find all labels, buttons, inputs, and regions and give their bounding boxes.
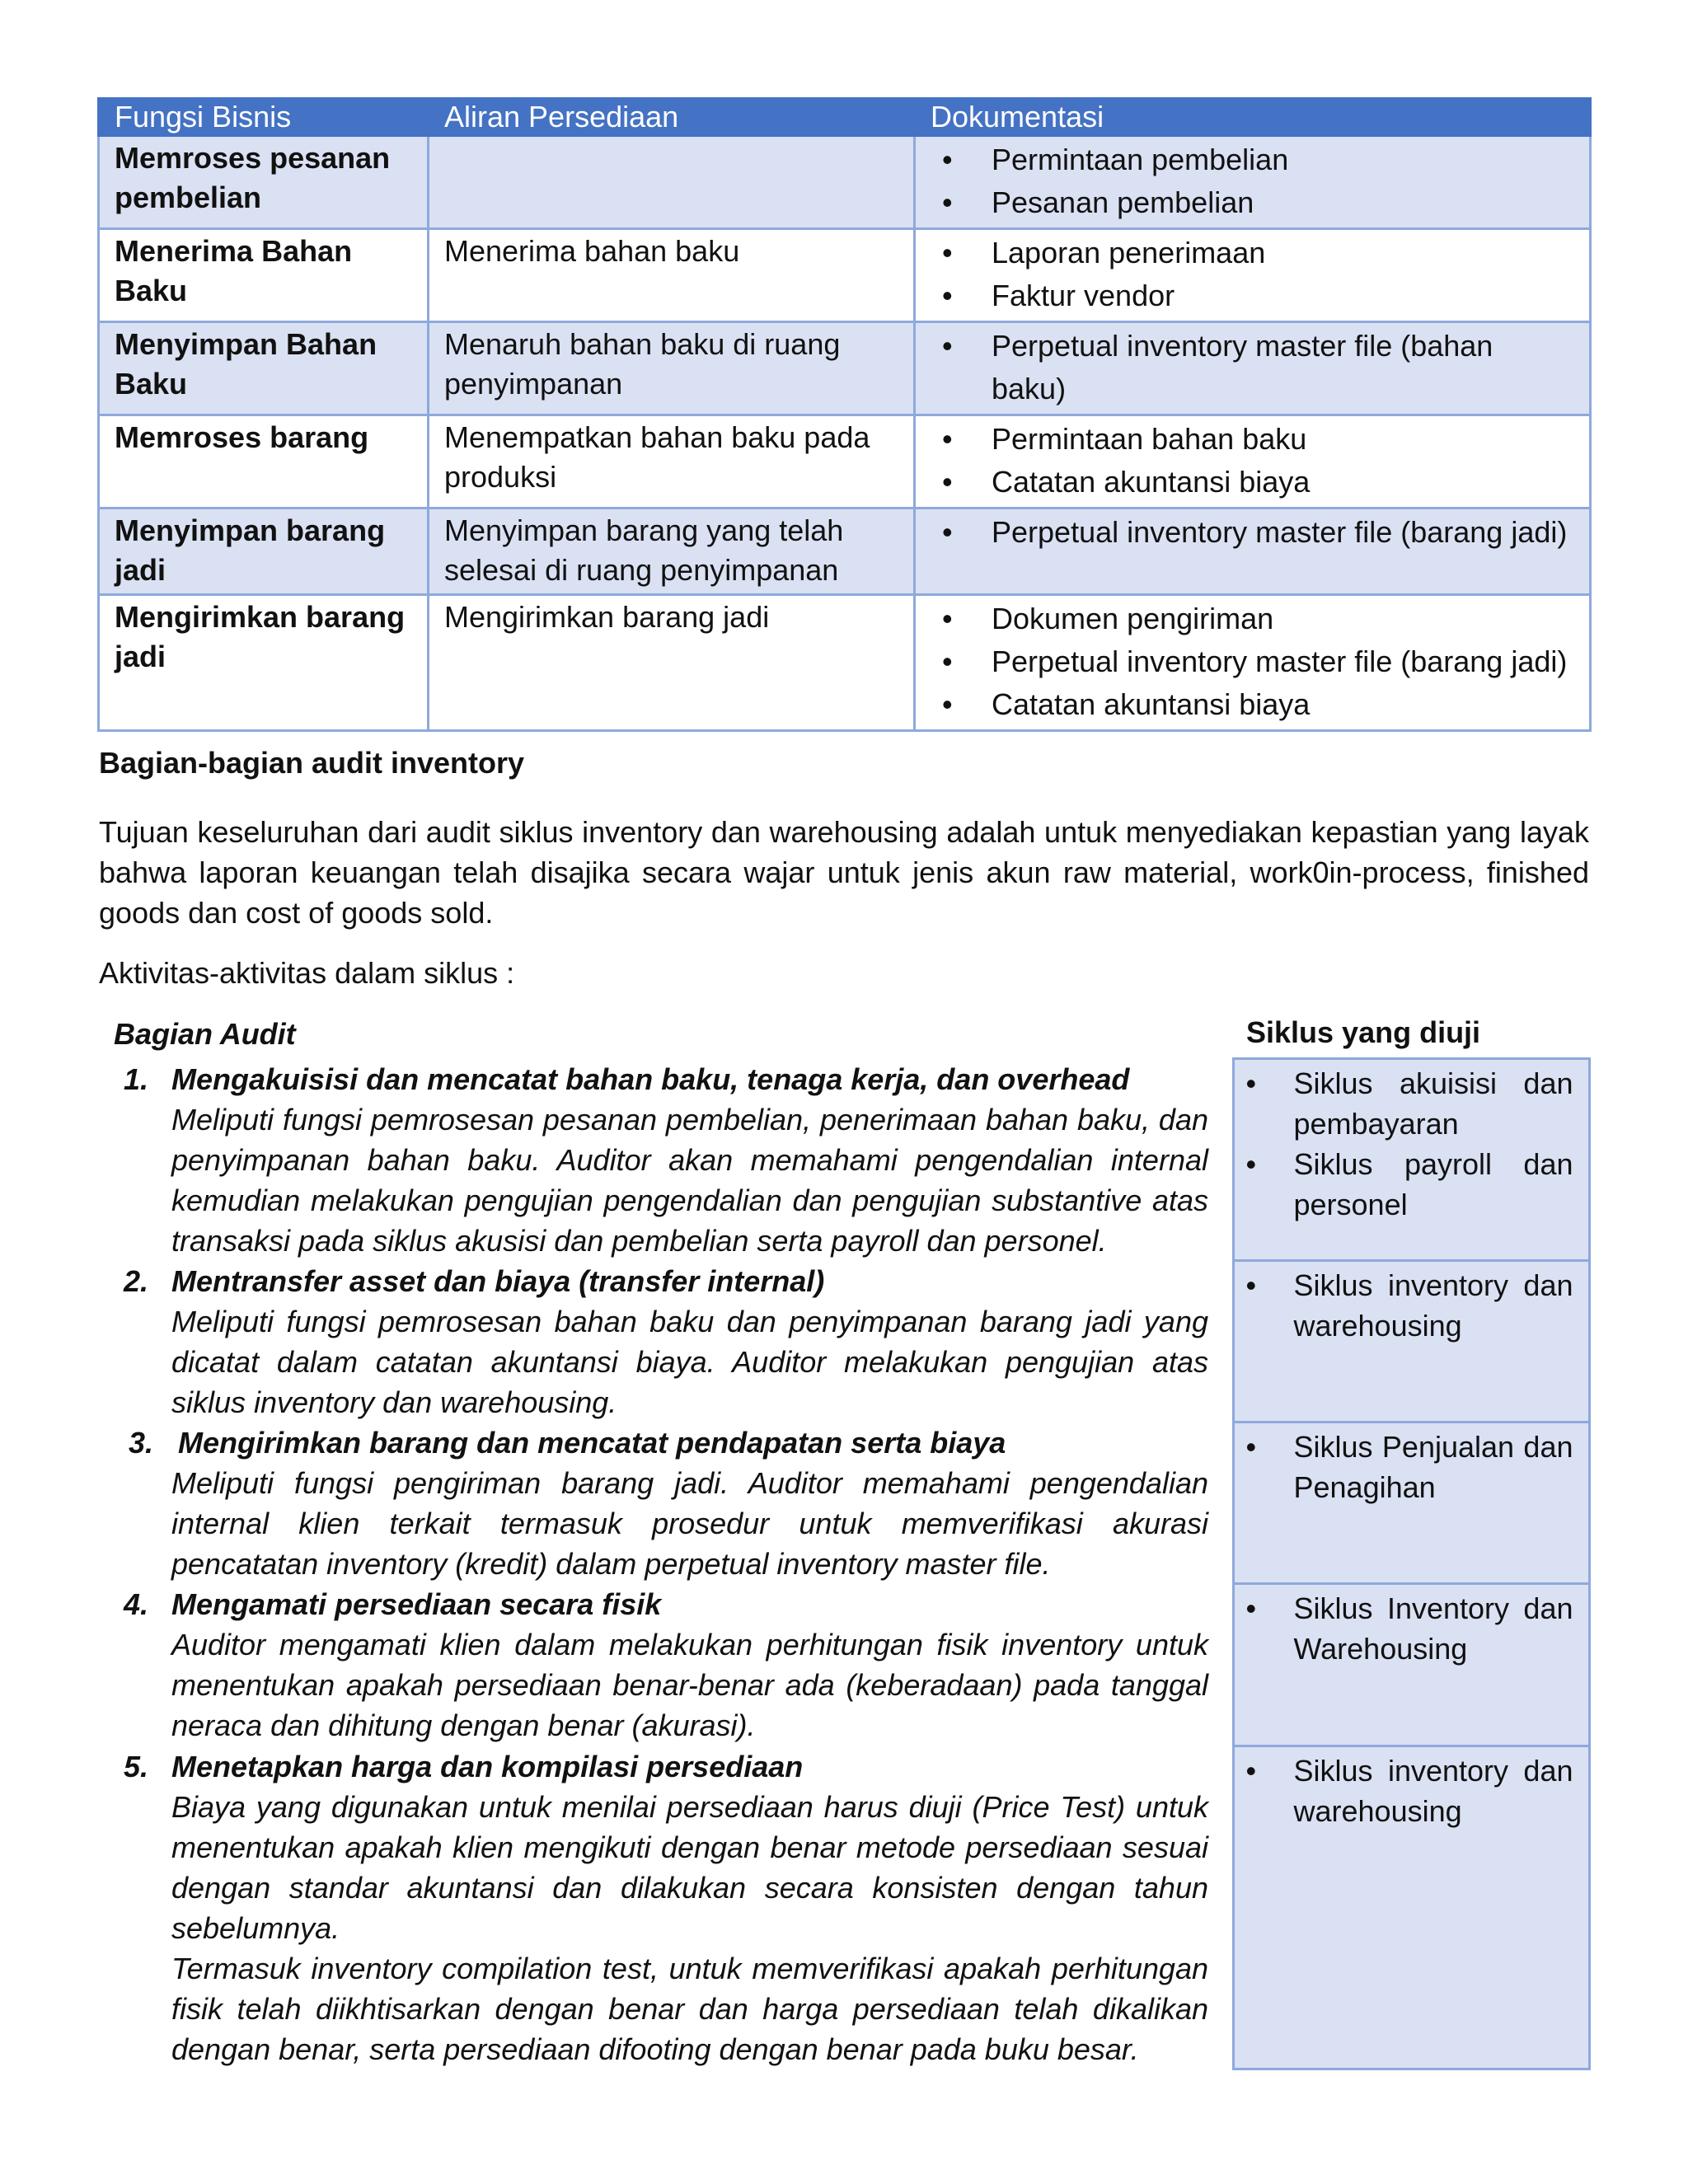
table-row	[99, 322, 1591, 415]
doc-item: • Catatan akuntansi biaya	[931, 461, 1574, 504]
doc-item: • Catatan akuntansi biaya	[931, 683, 1574, 726]
docs-cell	[915, 509, 1591, 595]
item-title: Mentransfer asset dan biaya (transfer internal)	[171, 1263, 825, 1298]
flow-cell: Mengirimkan barang jadi	[429, 595, 915, 731]
audit-row	[99, 1422, 1589, 1584]
function-cell: Memroses pesanan pembelian	[99, 136, 429, 229]
item-description: Meliputi fungsi pengiriman barang jadi. Auditor memahami pengendalian internal klien terkait termasuk prosedur untuk memverifikasi akurasi pencatatan inventory (kredit) dalam perpetual inventory master file.	[171, 1465, 1208, 1581]
docs-cell	[915, 136, 1591, 229]
docs-cell	[915, 229, 1591, 322]
cycle-cell	[1233, 1261, 1589, 1422]
audit-parts-table	[99, 1057, 1591, 2070]
cycle-cell	[1233, 1059, 1589, 1261]
item-title: Mengirimkan barang dan mencatat pendapatan serta biaya	[178, 1425, 1006, 1460]
docs-cell	[915, 595, 1591, 731]
item-number: 5.	[124, 1749, 149, 1783]
table-header-row	[99, 99, 1591, 136]
item-title: Mengamati persediaan secara fisik	[171, 1586, 662, 1621]
audit-part-cell	[99, 1261, 1223, 1422]
cycle-cell	[1233, 1422, 1589, 1584]
docs-cell	[915, 415, 1591, 509]
header-bagian-audit: Bagian Audit	[114, 1017, 296, 1051]
flow-cell: Menempatkan bahan baku pada produksi	[429, 415, 915, 509]
doc-item: • Laporan penerimaan	[931, 232, 1574, 274]
doc-item: • Faktur vendor	[931, 274, 1574, 317]
item-number: 2.	[124, 1263, 149, 1298]
item-title: Mengakuisisi dan mencatat bahan baku, tenaga kerja, dan overhead	[171, 1062, 1130, 1096]
header-aliran-persediaan: Aliran Persediaan	[429, 99, 915, 136]
item-title: Menetapkan harga dan kompilasi persediaan	[171, 1749, 804, 1783]
table-row	[99, 415, 1591, 509]
flow-cell: Menyimpan barang yang telah selesai di ruang penyimpanan	[429, 509, 915, 595]
cycle-cell	[1233, 1584, 1589, 1746]
cycle-item: • Siklus inventory dan warehousing	[1235, 1265, 1573, 1346]
audit-row	[99, 1746, 1589, 2069]
audit-part-cell	[99, 1422, 1223, 1584]
cycle-item: • Siklus inventory dan warehousing	[1235, 1750, 1573, 1831]
intro-paragraph: Tujuan keseluruhan dari audit siklus inventory dan warehousing adalah untuk menyediakan kepastian yang layak bahwa laporan keuangan telah disajika secara wajar untuk jenis akun raw material, work0in-process, finished goods dan cost of goods sold.	[99, 815, 1589, 930]
item-number: 4.	[124, 1586, 149, 1621]
flow-cell: Menaruh bahan baku di ruang penyimpanan	[429, 322, 915, 415]
audit-part-cell	[99, 1059, 1223, 1261]
cycle-item: • Siklus akuisisi dan pembayaran	[1235, 1063, 1573, 1144]
activities-label: Aktivitas-aktivitas dalam siklus :	[99, 956, 515, 990]
function-cell: Menyimpan barang jadi	[99, 509, 429, 595]
doc-item: • Dokumen pengiriman	[931, 598, 1574, 640]
audit-part-cell	[99, 1584, 1223, 1746]
cycle-cell	[1233, 1746, 1589, 2069]
doc-item: • Permintaan bahan baku	[931, 418, 1574, 461]
function-cell: Mengirimkan barang jadi	[99, 595, 429, 731]
section-heading: Bagian-bagian audit inventory	[99, 746, 525, 780]
header-siklus-yang-diuji: Siklus yang diuji	[1246, 1015, 1481, 1049]
item-description: Meliputi fungsi pemrosesan pesanan pembelian, penerimaan bahan baku, dan penyimpanan bahan baku. Auditor akan memahami pengendalian internal kemudian melakukan pengujian pengendalian dan pengujian substantive atas transaksi pada siklus akusisi dan pembelian serta payroll dan personel.	[171, 1102, 1208, 1258]
cycle-item: • Siklus payroll dan personel	[1235, 1144, 1573, 1225]
doc-item: • Perpetual inventory master file (barang jadi)	[931, 640, 1574, 683]
item-number: 3.	[129, 1425, 154, 1460]
table-row	[99, 595, 1591, 731]
function-cell: Menyimpan Bahan Baku	[99, 322, 429, 415]
item-description: Termasuk inventory compilation test, untuk memverifikasi apakah perhitungan fisik telah diikhtisarkan dengan benar dan harga persediaan telah dikalikan dengan benar, serta persediaan difooting dengan benar pada buku besar.	[171, 1951, 1208, 2066]
cycle-item: • Siklus Penjualan dan Penagihan	[1235, 1427, 1573, 1507]
docs-cell	[915, 322, 1591, 415]
item-number: 1.	[124, 1062, 149, 1096]
cycle-item: • Siklus Inventory dan Warehousing	[1235, 1588, 1573, 1669]
audit-row	[99, 1584, 1589, 1746]
audit-row	[99, 1261, 1589, 1422]
doc-item: • Permintaan pembelian	[931, 138, 1574, 181]
item-description: Biaya yang digunakan untuk menilai persediaan harus diuji (Price Test) untuk menentukan apakah klien mengikuti dengan benar metode persediaan sesuai dengan standar akuntansi dan dilakukan secara konsisten dengan tahun sebelumnya.	[171, 1789, 1208, 1945]
audit-row	[99, 1059, 1589, 1261]
function-cell: Menerima Bahan Baku	[99, 229, 429, 322]
doc-item: • Pesanan pembelian	[931, 181, 1574, 224]
audit-part-cell	[99, 1746, 1223, 2069]
business-function-table	[97, 97, 1592, 732]
flow-cell: Menerima bahan baku	[429, 229, 915, 322]
function-cell: Memroses barang	[99, 415, 429, 509]
flow-cell	[429, 136, 915, 229]
table-row	[99, 509, 1591, 595]
header-fungsi-bisnis: Fungsi Bisnis	[99, 99, 429, 136]
table-row	[99, 136, 1591, 229]
doc-item: • Perpetual inventory master file (barang jadi)	[931, 511, 1574, 554]
item-description: Meliputi fungsi pemrosesan bahan baku dan penyimpanan barang jadi yang dicatat dalam catatan akuntansi biaya. Auditor melakukan pengujian atas siklus inventory dan warehousing.	[171, 1304, 1208, 1419]
header-dokumentasi: Dokumentasi	[915, 99, 1591, 136]
doc-item: • Perpetual inventory master file (bahan baku)	[931, 325, 1574, 410]
item-description: Auditor mengamati klien dalam melakukan perhitungan fisik inventory untuk menentukan apakah persediaan benar-benar ada (keberadaan) pada tanggal neraca dan dihitung dengan benar (akurasi).	[171, 1627, 1208, 1742]
table-row	[99, 229, 1591, 322]
